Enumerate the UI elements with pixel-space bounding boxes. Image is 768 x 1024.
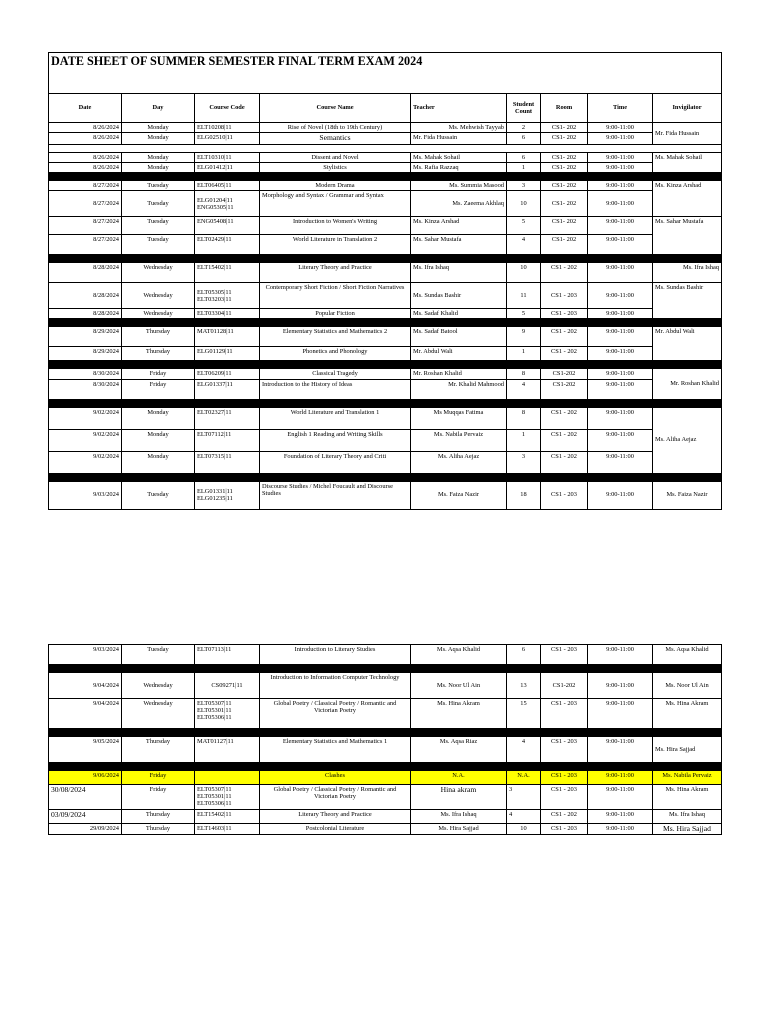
table-row: 9/04/2024 Wednesday ELT05307|11 ELT05301|11 ELT05306|11 Global Poetry / Classical Poetry / Romantic and Victorian Poetry Ms. Hina Akram 15 CS1 - 203 9:00-11:00 Ms. Hina Akram bbox=[49, 699, 722, 729]
table-row: 8/26/2024 Monday ELT10208|11 Rise of Novel (18th to 19th Century) Ms. Mehwish Tayyab 2 CS1- 202 9:00-11:00 Mr. Fida Hussain bbox=[49, 123, 722, 133]
table-row: 8/26/2024 Monday ELG02510|11 Semantics Mr. Fida Hussain 6 CS1- 202 9:00-11:00 bbox=[49, 133, 722, 145]
table-row: 8/27/2024 Tuesday ELT06405|11 Modern Drama Ms. Summia Masood 3 CS1- 202 9:00-11:00 Ms. Kinza Arshad bbox=[49, 181, 722, 191]
separator-bar bbox=[49, 319, 722, 327]
header-course-name: Course Name bbox=[260, 94, 411, 123]
table-row: 8/27/2024 Tuesday ELG01204|11 ENG05305|11 Morphology and Syntax / Grammar and Syntax Ms. Zaeema Akhlaq 10 CS1- 202 9:00-11:00 bbox=[49, 191, 722, 217]
date-sheet-table bbox=[48, 52, 722, 510]
table-row: 8/26/2024 Monday ELT10310|11 Dissent and Novel Ms. Mahak Sohail 6 CS1- 202 9:00-11:00 Ms. Mahak Sohail bbox=[49, 152, 722, 162]
header-row bbox=[49, 94, 722, 123]
table-row: 9/02/2024 Monday ELT07112|11 English 1 Reading and Writing Skills Ms. Nabila Pervaiz 1 CS1 - 202 9:00-11:00 bbox=[49, 429, 722, 451]
table-row: 9/02/2024 Monday ELT02327|11 World Literature and Translation 1 Ms Muqqas Fatima 8 CS1 - 202 9:00-11:00 Ms. Aliha Aejaz bbox=[49, 407, 722, 429]
separator-bar bbox=[49, 729, 722, 737]
table-row: 9/03/2024 Tuesday ELT07113|11 Introduction to Literary Studies Ms. Aqsa Khalid 6 CS1 - 203 9:00-11:00 Ms. Aqsa Khalid bbox=[49, 645, 722, 665]
separator-bar bbox=[49, 255, 722, 263]
separator-bar bbox=[49, 473, 722, 481]
separator-bar bbox=[49, 665, 722, 673]
header-day: Day bbox=[122, 94, 195, 123]
table-row: 9/02/2024 Monday ELT07315|11 Foundation of Literary Theory and Criti Ms. Aliha Aejaz 3 CS1 - 202 9:00-11:00 bbox=[49, 451, 722, 473]
table-row: 8/28/2024 Wednesday ELT15402|11 Literary Theory and Practice Ms. Ifra Ishaq 10 CS1 - 202 9:00-11:00 Ms. Ifra Ishaq bbox=[49, 263, 722, 283]
table-row: 8/27/2024 Tuesday ELT02429|11 World Literature in Translation 2 Ms. Sahar Mustafa 4 CS1- 202 9:00-11:00 bbox=[49, 235, 722, 255]
separator-bar bbox=[49, 399, 722, 407]
header-student-count: Student Count bbox=[507, 94, 541, 123]
table-row: 30/08/2024 Friday ELT05307|11 ELT05301|11 ELT05306|11 Global Poetry / Classical Poetry / Romantic and Victorian Poetry Hina akram 3 CS1 - 203 9:00-11:00 Ms. Hina Akram bbox=[49, 785, 722, 810]
table-row: 8/28/2024 Wednesday ELT03304|11 Popular Fiction Ms. Sadaf Khalid 5 CS1 - 203 9:00-11:00 bbox=[49, 309, 722, 319]
table-row: 9/03/2024 Tuesday ELG01331|11 ELG01235|11 Discourse Studies / Michel Foucault and Discourse Studies Ms. Faiza Nazir 18 CS1 - 203 9:00-11:00 Ms. Faiza Nazir bbox=[49, 481, 722, 509]
table-row: 8/30/2024 Friday ELG01337|11 Introduction to the History of Ideas Mr. Khalid Mahmood 4 CS1-202 9:00-11:00 bbox=[49, 379, 722, 399]
header-invigilator: Invigilator bbox=[653, 94, 722, 123]
page-title: DATE SHEET OF SUMMER SEMESTER FINAL TERM EXAM 2024 bbox=[49, 53, 722, 94]
header-course-code: Course Code bbox=[195, 94, 260, 123]
table-row: 8/27/2024 Tuesday ENG05408|11 Introduction to Women's Writing Ms. Kinza Arshad 5 CS1- 202 9:00-11:00 Ms. Sahar Mustafa bbox=[49, 217, 722, 235]
separator-bar bbox=[49, 763, 722, 771]
table-row: 9/04/2024 Wednesday CS09271|11 Introduction to Information Computer Technology Ms. Noor Ul Ain 13 CS1-202 9:00-11:00 Ms. Noor Ul Ain bbox=[49, 673, 722, 699]
header-time: Time bbox=[588, 94, 653, 123]
table-row-highlighted: 9/06/2024 Friday Clashes N.A. N.A. CS1 - 203 9:00-11:00 Ms. Nabila Pervaiz bbox=[49, 771, 722, 785]
separator-bar bbox=[49, 173, 722, 181]
table-row: 8/26/2024 Monday ELG01412|11 Stylistics Ms. Rafia Razzaq 1 CS1- 202 9:00-11:00 bbox=[49, 162, 722, 172]
table-row: 8/28/2024 Wednesday ELT05305|11 ELT03203|11 Contemporary Short Fiction / Short Fiction Narratives Ms. Sundas Bashir 11 CS1 - 203 9:00-11:00 Ms. Sundas Bashir bbox=[49, 283, 722, 309]
header-date: Date bbox=[49, 94, 122, 123]
table-row: 8/30/2024 Friday ELT06209|11 Classical Tragedy Mr. Roshan Khalid 8 CS1-202 9:00-11:00 Mr. Roshan Khalid bbox=[49, 369, 722, 379]
table-row: 8/29/2024 Thursday MAT01128|11 Elementary Statistics and Mathematics 2 Ms. Sadaf Batool 9 CS1 - 202 9:00-11:00 Mr. Abdul Wali bbox=[49, 327, 722, 347]
header-teacher: Teacher bbox=[411, 94, 507, 123]
header-room: Room bbox=[541, 94, 588, 123]
table-row: 03/09/2024 Thursday ELT15402|11 Literary Theory and Practice Ms. Ifra Ishaq 4 CS1 - 202 9:00-11:00 Ms. Ifra Ishaq bbox=[49, 809, 722, 823]
table-row: 8/29/2024 Thursday ELG01129|11 Phonetics and Phonology Mr. Abdul Wali 1 CS1 - 202 9:00-11:00 bbox=[49, 347, 722, 361]
date-sheet-table-continued bbox=[48, 644, 722, 835]
table-row: 29/09/2024 Thursday ELT14603|11 Postcolonial Literature Ms. Hira Sajjad 10 CS1 - 203 9:00-11:00 Ms. Hira Sajjad bbox=[49, 823, 722, 835]
table-row: 9/05/2024 Thursday MAT01127|11 Elementary Statistics and Mathematics 1 Ms. Aqsa Riaz 4 CS1 - 203 9:00-11:00 Ms. Hira Sajjad bbox=[49, 737, 722, 763]
separator-bar bbox=[49, 361, 722, 369]
